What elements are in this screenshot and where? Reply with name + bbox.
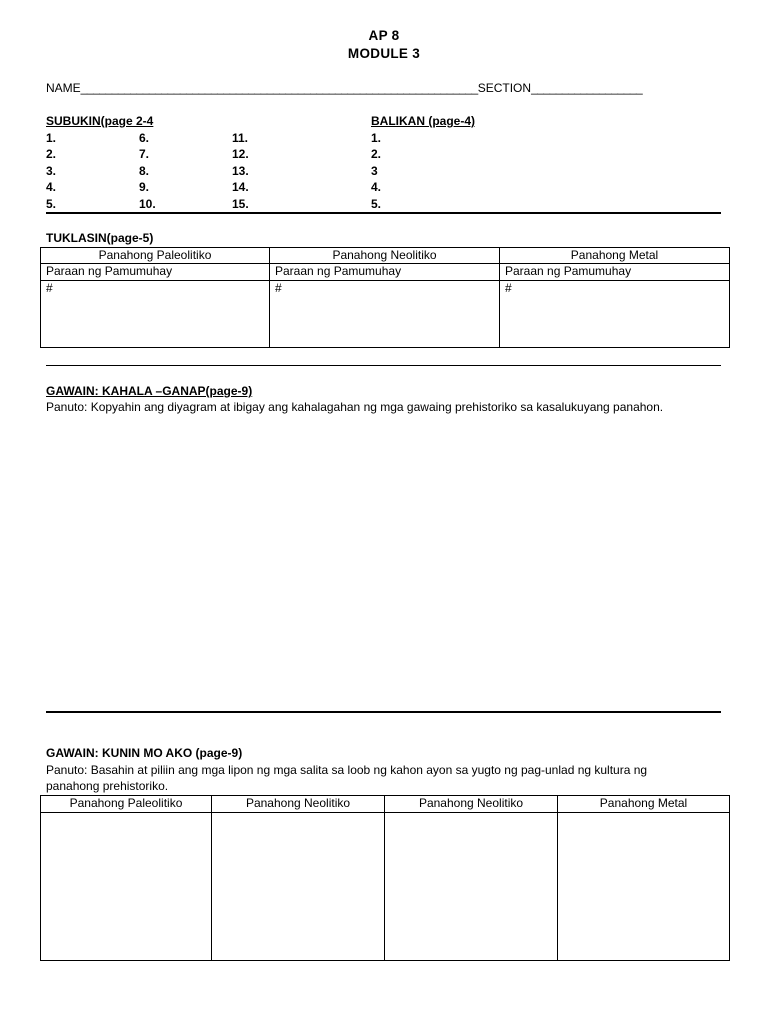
tuklasin-answer-cell[interactable]: # [41,281,270,348]
subukin-item: 2. [46,147,57,161]
gawain1-instruction: Panuto: Kopyahin ang diyagram at ibigay ang kahalagahan ng mga gawaing prehistoriko sa kasalukuyang panahon. [46,400,664,414]
kunin-answer-cell[interactable] [385,813,558,961]
page-title: AP 8 [368,28,400,43]
gawain2-heading: GAWAIN: KUNIN MO AKO (page-9) [46,746,243,760]
balikan-item: 3 [371,164,378,178]
tuklasin-heading: TUKLASIN(page-5) [46,231,154,245]
kunin-answer-cell[interactable] [41,813,212,961]
subukin-item: 7. [139,147,150,161]
section-line[interactable]: __________________ [531,81,643,95]
subukin-item: 6. [139,131,150,145]
subukin-item: 12. [232,147,249,161]
subukin-item: 3. [46,164,57,178]
section-divider [46,365,721,366]
tuklasin-answer-cell[interactable]: # [270,281,500,348]
tuklasin-col-header: Panahong Neolitiko [270,248,500,264]
name-line[interactable]: ________________________________________________________________ [80,81,478,95]
tuklasin-subheader: Paraan ng Pamumuhay [270,264,500,281]
gawain2-instruction-cont: panahong prehistoriko. [46,779,169,793]
balikan-item: 1. [371,131,382,145]
kunin-answer-cell[interactable] [212,813,385,961]
name-section-row [46,81,642,95]
kunin-mo-ako-table [40,795,730,961]
subukin-item: 11. [232,131,249,145]
subukin-item: 13. [232,164,249,178]
kunin-answer-cell[interactable] [558,813,730,961]
subukin-heading: SUBUKIN(page 2-4 [46,114,154,128]
page-subtitle: MODULE 3 [347,46,421,61]
kunin-col-header: Panahong Paleolitiko [41,796,212,813]
gawain1-heading: GAWAIN: KAHALA –GANAP(page-9) [46,384,253,398]
kunin-col-header: Panahong Metal [558,796,730,813]
section-divider [46,711,721,713]
balikan-item: 2. [371,147,382,161]
tuklasin-subheader: Paraan ng Pamumuhay [500,264,730,281]
subukin-item: 9. [139,180,150,194]
tuklasin-subheader: Paraan ng Pamumuhay [41,264,270,281]
balikan-item: 4. [371,180,382,194]
balikan-heading: BALIKAN (page-4) [371,114,475,128]
tuklasin-answer-cell[interactable]: # [500,281,730,348]
diagram-answer-area[interactable] [46,420,721,705]
gawain2-instruction: Panuto: Basahin at piliin ang mga lipon ng mga salita sa loob ng kahon ayon sa yugto ng pag-unlad ng kultura ng [46,763,648,777]
tuklasin-col-header: Panahong Metal [500,248,730,264]
balikan-item: 5. [371,197,382,211]
kunin-col-header: Panahong Neolitiko [385,796,558,813]
subukin-item: 1. [46,131,57,145]
subukin-item: 8. [139,164,150,178]
section-divider [46,212,721,214]
kunin-col-header: Panahong Neolitiko [212,796,385,813]
name-label: NAME [46,81,81,95]
section-label: SECTION [477,81,532,95]
subukin-item: 4. [46,180,57,194]
subukin-item: 5. [46,197,57,211]
subukin-item: 14. [232,180,249,194]
tuklasin-col-header: Panahong Paleolitiko [41,248,270,264]
subukin-item: 10. [139,197,156,211]
subukin-item: 15. [232,197,249,211]
tuklasin-table [40,247,730,348]
